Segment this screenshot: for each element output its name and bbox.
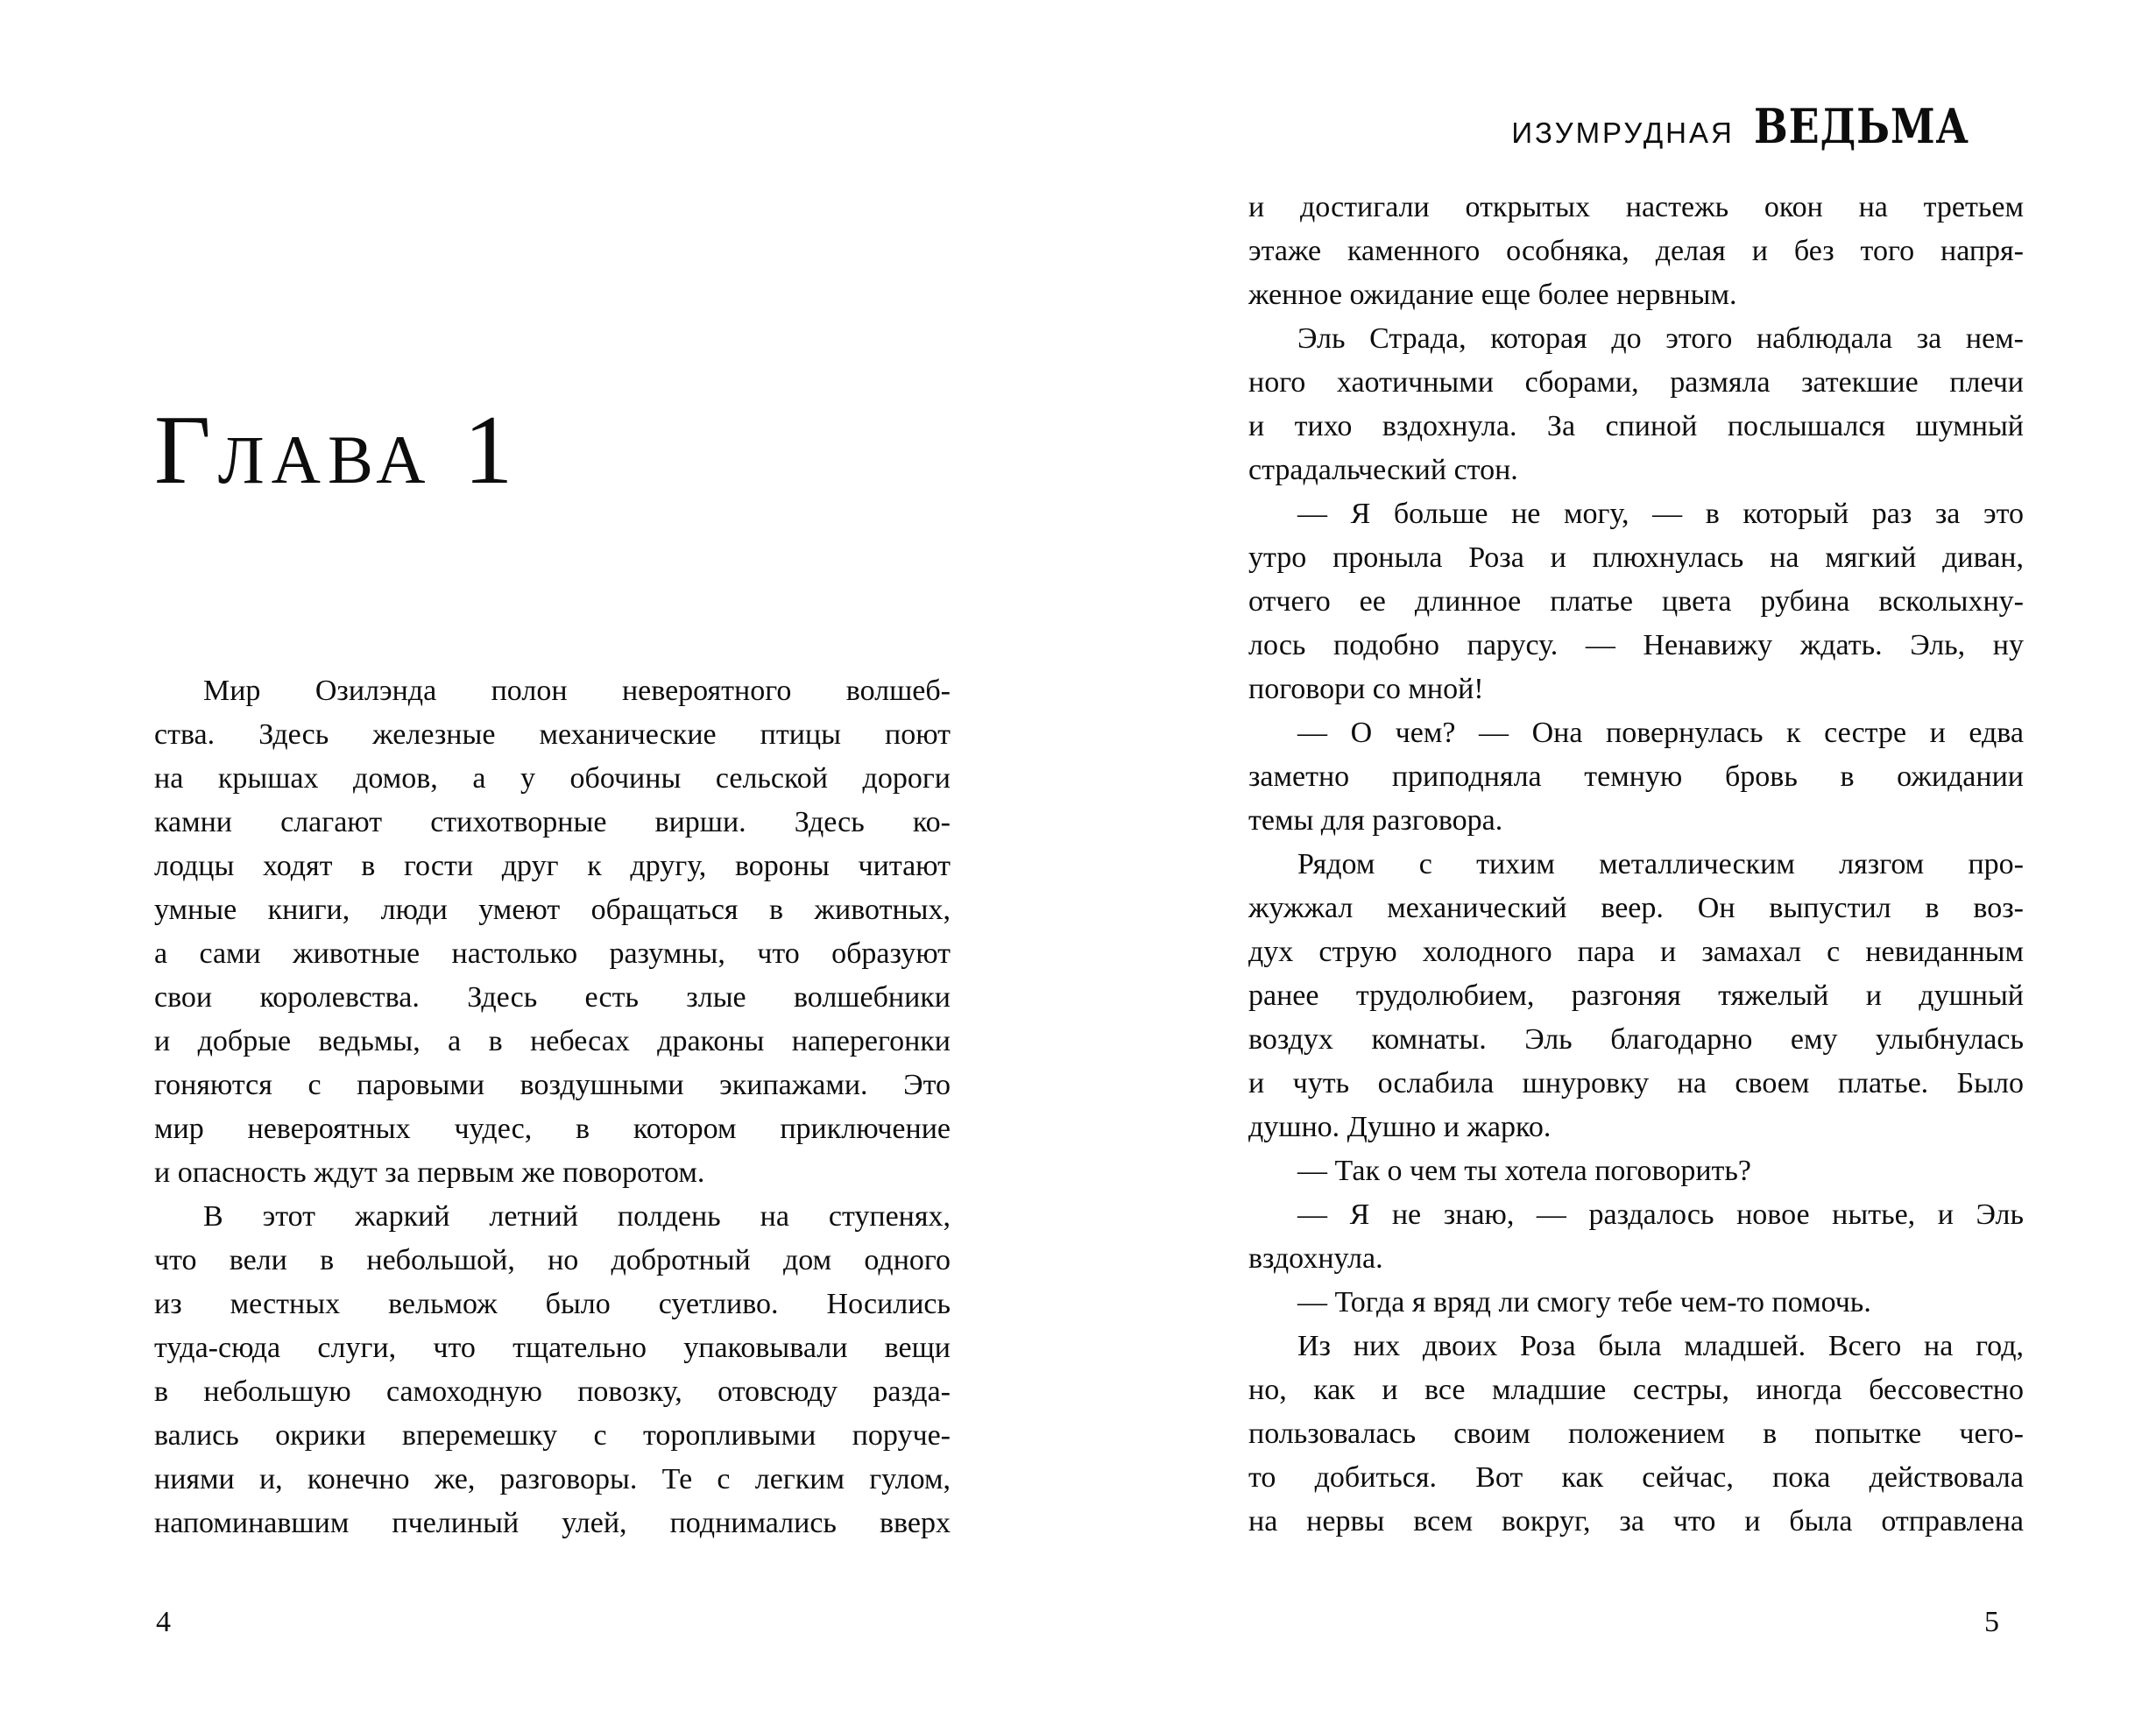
text-line: ства. Здесь железные механические птицы поют xyxy=(154,718,951,751)
text-line: этаже каменного особняка, делая и без того напря- xyxy=(1248,235,2024,267)
text-line: темы для разговора. xyxy=(1248,804,1503,837)
text-line: и тихо вздохнула. За спиной послышался шумный xyxy=(1248,410,2024,442)
text-line: пользовалась своим положением в попытке чего- xyxy=(1248,1417,2024,1450)
text-line: — О чем? — Она повернулась к сестре и едва xyxy=(1297,717,2024,749)
text-line: Эль Страда, которая до этого наблюдала за нем- xyxy=(1297,322,2024,355)
text-line: жужжал механический веер. Он выпустил в воз- xyxy=(1248,892,2024,924)
text-line: утро проныла Роза и плюхнулась на мягкий диван, xyxy=(1248,541,2024,574)
text-line: страдальческий стон. xyxy=(1248,454,1518,486)
text-line: воздух комнаты. Эль благодарно ему улыбнулась xyxy=(1248,1023,2024,1056)
text-line: — Я не знаю, — раздалось новое нытье, и Эль xyxy=(1297,1198,2024,1231)
text-line: ниями и, конечно же, разговоры. Те с легким гулом, xyxy=(154,1463,951,1495)
text-line: гоняются с паровыми воздушными экипажами. Это xyxy=(154,1069,951,1101)
text-line: поговори со мной! xyxy=(1248,673,1484,705)
text-line: камни слагают стихотворные вирши. Здесь ко- xyxy=(154,806,951,838)
text-line: мир невероятных чудес, в котором приключение xyxy=(154,1113,951,1145)
running-header-series: ИЗУМРУДНАЯ xyxy=(1511,117,1735,149)
chapter-title: Глава 1 xyxy=(154,396,520,505)
text-line: ного хаотичными сборами, размяла затекшие плечи xyxy=(1248,366,2024,399)
text-line: и чуть ослабила шнуровку на своем платье. Было xyxy=(1248,1067,2024,1099)
text-line: лодцы ходят в гости друг к другу, вороны читают xyxy=(154,850,951,882)
text-line: женное ожидание еще более нервным. xyxy=(1248,279,1737,311)
text-line: но, как и все младшие сестры, иногда бессовестно xyxy=(1248,1374,2024,1406)
text-line: в небольшую самоходную повозку, отовсюду разда- xyxy=(154,1375,951,1408)
text-line: вздохнула. xyxy=(1248,1242,1383,1275)
text-line: Мир Озилэнда полон невероятного волшеб- xyxy=(203,675,951,707)
text-line: а сами животные настолько разумны, что образуют xyxy=(154,937,951,970)
text-line: на нервы всем вокруг, за что и была отправлена xyxy=(1248,1505,2024,1538)
left-page-text xyxy=(154,669,951,1545)
text-line: умные книги, люди умеют обращаться в животных, xyxy=(154,894,951,926)
text-line: на крышах домов, а у обочины сельской дороги xyxy=(154,762,951,795)
text-line: Рядом с тихим металлическим лязгом про- xyxy=(1297,848,2024,880)
text-line: что вели в небольшой, но добротный дом одного xyxy=(154,1244,951,1276)
page-number-left: 4 xyxy=(156,1606,171,1638)
page-number-right: 5 xyxy=(1984,1606,1999,1638)
text-line: туда-сюда слуги, что тщательно упаковывали вещи xyxy=(154,1332,951,1364)
text-line: напоминавшим пчелиный улей, поднимались вверх xyxy=(154,1507,951,1539)
text-line: свои королевства. Здесь есть злые волшебники xyxy=(154,981,951,1014)
right-page-text xyxy=(1248,186,2024,1544)
text-line: — Я больше не могу, — в который раз за это xyxy=(1297,498,2024,530)
text-line: и достигали открытых настежь окон на третьем xyxy=(1248,191,2024,223)
text-line: ранее трудолюбием, разгоняя тяжелый и душный xyxy=(1248,979,2024,1012)
text-line: и опасность ждут за первым же поворотом. xyxy=(154,1156,705,1189)
text-line: В этот жаркий летний полдень на ступенях, xyxy=(203,1200,951,1233)
text-line: душно. Душно и жарко. xyxy=(1248,1111,1552,1143)
text-line: — Так о чем ты хотела поговорить? xyxy=(1297,1155,1751,1187)
text-line: заметно приподняла темную бровь в ожидании xyxy=(1248,760,2024,793)
running-header-title: ВЕДЬМА xyxy=(1753,98,1969,154)
text-line: и добрые ведьмы, а в небесах драконы наперегонки xyxy=(154,1025,951,1057)
running-header xyxy=(1511,98,2007,154)
text-line: то добиться. Вот как сейчас, пока действовала xyxy=(1248,1461,2024,1494)
text-line: лось подобно парусу. — Ненавижу ждать. Эль, ну xyxy=(1248,629,2024,661)
text-line: вались окрики вперемешку с торопливыми поруче- xyxy=(154,1419,951,1452)
text-line: дух струю холодного пара и замахал с невиданным xyxy=(1248,936,2024,968)
text-line: — Тогда я вряд ли смогу тебе чем-то помочь. xyxy=(1297,1286,1871,1318)
text-line: Из них двоих Роза была младшей. Всего на год, xyxy=(1297,1330,2024,1362)
text-line: отчего ее длинное платье цвета рубина всколыхну- xyxy=(1248,585,2024,618)
text-line: из местных вельмож было суетливо. Носились xyxy=(154,1288,951,1320)
